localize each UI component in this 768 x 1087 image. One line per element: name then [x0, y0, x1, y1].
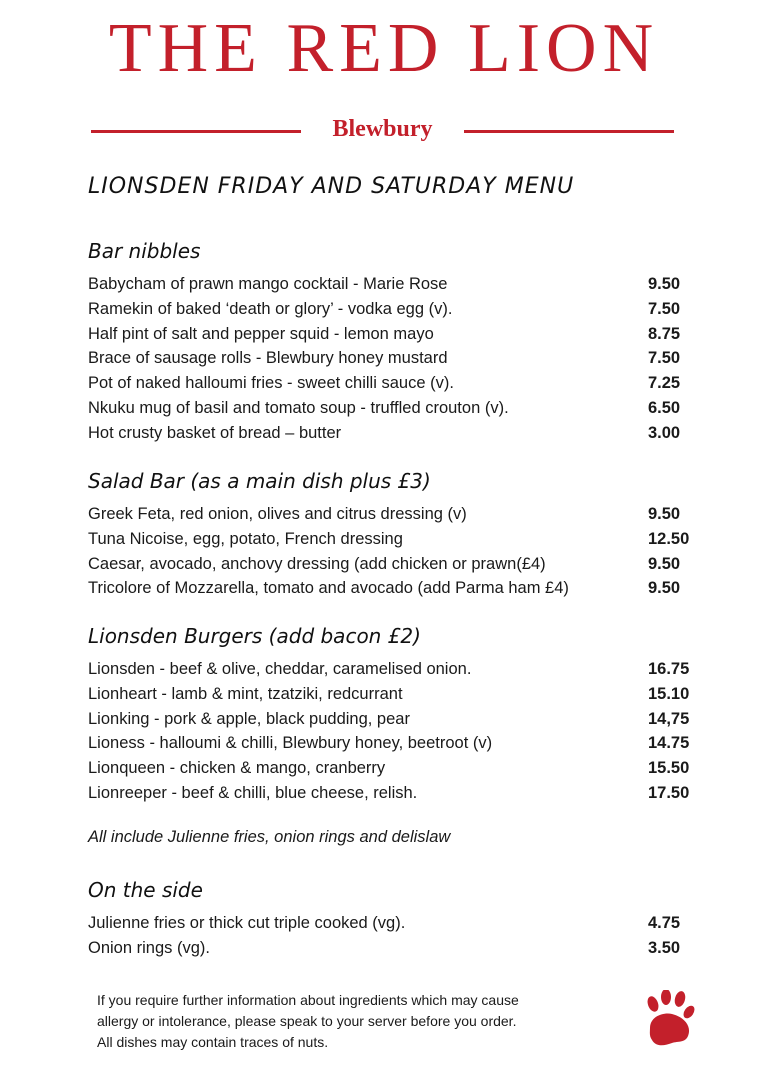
item-price: 9.50 — [648, 579, 681, 598]
item-price: 4.75 — [648, 914, 681, 932]
allergy-line: All dishes may contain traces of nuts. — [97, 1034, 329, 1050]
item-price: 7.50 — [648, 299, 681, 318]
item-name: Lionreeper - beef & chilli, blue cheese, relish. — [88, 783, 418, 802]
item-price: 17.50 — [648, 783, 690, 802]
menu-item — [88, 322, 708, 347]
menu-item — [88, 552, 708, 577]
section-burgers — [88, 621, 708, 806]
menu-item — [88, 502, 708, 527]
item-price: 9.50 — [648, 505, 681, 523]
item-price: 15.10 — [648, 684, 690, 703]
section-bar-nibbles — [88, 236, 708, 446]
item-price: 7.25 — [648, 374, 681, 393]
section-title: Salad Bar (as a main dish plus £3) — [88, 469, 431, 493]
item-name: Lionqueen - chicken & mango, cranberry — [88, 759, 386, 778]
item-price: 7.50 — [648, 349, 681, 368]
menu-item — [88, 421, 708, 446]
section-title: Lionsden Burgers (add bacon £2) — [88, 624, 421, 648]
item-price: 12.50 — [648, 529, 690, 548]
paw-print-icon — [642, 990, 696, 1048]
item-name: Lionheart - lamb & mint, tzatziki, redcurrant — [88, 684, 403, 703]
item-price: 15.50 — [648, 759, 690, 778]
item-name: Half pint of salt and pepper squid - lemon mayo — [88, 324, 434, 343]
item-price: 16.75 — [648, 660, 690, 678]
menu-item — [88, 731, 708, 756]
item-name: Brace of sausage rolls - Blewbury honey mustard — [88, 349, 448, 368]
location-row — [0, 116, 768, 150]
item-name: Ramekin of baked ‘death or glory’ - vodka egg (v). — [88, 299, 453, 318]
item-price: 9.50 — [648, 554, 681, 573]
item-name: Babycham of prawn mango cocktail - Marie Rose — [88, 275, 448, 293]
item-name: Tuna Nicoise, egg, potato, French dressing — [88, 529, 403, 548]
item-price: 14,75 — [648, 709, 690, 728]
allergy-notice — [97, 990, 617, 1053]
menu-item — [88, 781, 708, 806]
item-name: Julienne fries or thick cut triple cooked (vg). — [88, 914, 406, 932]
menu-item — [88, 346, 708, 371]
divider-left — [91, 130, 301, 133]
menu-item — [88, 396, 708, 421]
item-name: Tricolore of Mozzarella, tomato and avocado (add Parma ham £4) — [88, 579, 569, 598]
section-salad-bar — [88, 466, 708, 601]
menu-title: LIONSDEN FRIDAY AND SATURDAY MENU — [88, 174, 575, 199]
item-name: Nkuku mug of basil and tomato soup - truffled crouton (v). — [88, 398, 509, 417]
item-name: Onion rings (vg). — [88, 938, 210, 957]
item-name: Lionsden - beef & olive, cheddar, caramelised onion. — [88, 660, 472, 678]
location-name: Blewbury — [332, 116, 433, 142]
item-name: Lioness - halloumi & chilli, Blewbury honey, beetroot (v) — [88, 734, 493, 753]
item-price: 6.50 — [648, 398, 681, 417]
item-name: Pot of naked halloumi fries - sweet chilli sauce (v). — [88, 374, 454, 393]
menu-item — [88, 682, 708, 707]
menu-item — [88, 576, 708, 601]
item-price: 14.75 — [648, 734, 690, 753]
item-name: Lionking - pork & apple, black pudding, pear — [88, 709, 410, 728]
menu-item — [88, 297, 708, 322]
burger-note: All include Julienne fries, onion rings and delislaw — [88, 828, 451, 846]
item-name: Greek Feta, red onion, olives and citrus dressing (v) — [88, 505, 467, 523]
section-title: Bar nibbles — [88, 239, 201, 263]
menu-item — [88, 272, 708, 297]
item-price: 3.00 — [648, 423, 681, 442]
item-name: Hot crusty basket of bread – butter — [88, 423, 342, 442]
item-price: 3.50 — [648, 938, 681, 957]
section-title: On the side — [88, 878, 203, 902]
restaurant-name: THE RED LION — [108, 10, 660, 87]
menu-item — [88, 707, 708, 732]
menu-item — [88, 756, 708, 781]
menu-item — [88, 657, 708, 682]
section-on-the-side — [88, 875, 708, 961]
menu-item — [88, 527, 708, 552]
menu-item — [88, 936, 708, 961]
item-price: 8.75 — [648, 324, 681, 343]
allergy-line: allergy or intolerance, please speak to your server before you order. — [97, 1013, 517, 1029]
item-price: 9.50 — [648, 275, 681, 293]
menu-item — [88, 911, 708, 936]
item-name: Caesar, avocado, anchovy dressing (add chicken or prawn(£4) — [88, 554, 546, 573]
divider-right — [464, 130, 674, 133]
menu-item — [88, 371, 708, 396]
allergy-line: If you require further information about ingredients which may cause — [97, 992, 519, 1008]
